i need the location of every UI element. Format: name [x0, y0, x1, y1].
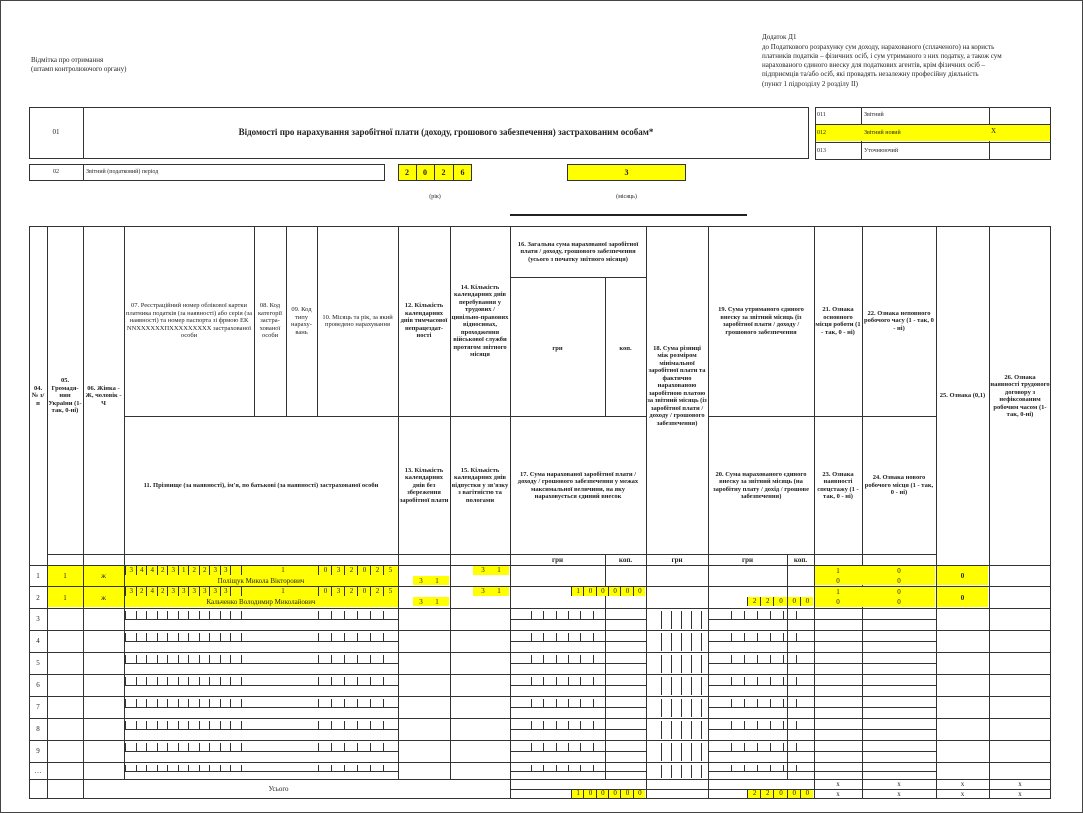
total-x: x — [897, 789, 901, 798]
c21-value[interactable]: 1 — [836, 567, 840, 575]
year-caption: (рік) — [429, 194, 441, 200]
month-year-digit: 2 — [344, 566, 358, 575]
citizen-flag[interactable]: 1 — [63, 593, 67, 602]
row-number: 6 — [36, 681, 40, 689]
reg-digit: 3 — [220, 587, 232, 596]
reg-digit: 2 — [157, 566, 169, 575]
reg-digit — [241, 587, 253, 596]
total-x: x — [897, 779, 901, 788]
c23-value[interactable]: 0 — [836, 598, 840, 606]
col-06-header: 06. Жінка - Ж, чоловік - Ч — [85, 384, 122, 407]
month-year-digit: 0 — [357, 587, 371, 596]
form-title: Відомості про нарахування заробітної плати (доходу, грошового забезпечення) застрахованим особам* — [238, 127, 654, 137]
col-18-header: 18. Сума різниці між розміром мінімальної заробітної плати та фактично нарахованою заробітною платою за звітний місяць (із заробітної плати / доходу / грошового забезпечення) — [647, 344, 707, 427]
amount-digit: 0 — [800, 597, 814, 606]
amount-digit: 2 — [760, 597, 774, 606]
period-label: Звітний (податковий) період — [86, 169, 159, 175]
col-13-header: 13. Кількість календарних днів без збереження заробітної плати — [399, 466, 449, 504]
category-code: 1 — [281, 587, 285, 595]
amount-digit: 0 — [773, 789, 787, 798]
row-number: 7 — [36, 703, 40, 711]
month-year-digit: 2 — [344, 587, 358, 596]
amount-digit: 0 — [633, 587, 646, 596]
total-x: x — [960, 789, 965, 798]
reg-digit: 2 — [188, 566, 200, 575]
appendix-title: Додаток Д1 — [762, 33, 797, 41]
reg-digit: 2 — [136, 587, 148, 596]
col-16-kop: коп. — [619, 345, 632, 353]
c22-value[interactable]: 0 — [897, 567, 901, 575]
col-11-header: 11. Прізвище (за наявності), ім'я, по батькові (за наявності) застрахованої особи — [143, 481, 379, 489]
c14-digit: 3 — [481, 566, 485, 574]
row-number: 8 — [36, 725, 40, 733]
col-07-header: 07. Реєстраційний номер облікової картки платника податків (за наявності) або серія (за наявності) та номер паспорта зі фрмою ЕК NNXXXXXXПXXXXXXXXX застрахованої особи — [126, 302, 252, 340]
reg-digit — [241, 566, 253, 575]
amount-digit: 0 — [608, 587, 621, 596]
amount-digit: 0 — [583, 587, 596, 596]
total-x: x — [836, 779, 840, 788]
total-x: x — [836, 789, 840, 798]
reg-digit: 3 — [209, 587, 221, 596]
amount-digit: 0 — [596, 789, 609, 798]
person-name[interactable]: Кальченко Володимир Миколайович — [206, 598, 316, 606]
amount-digit: 0 — [787, 789, 801, 798]
amount-digit: 0 — [620, 789, 633, 798]
appendix-line: нарахованого єдиного внеску для податкових агентів, крім фізичних осіб – — [762, 61, 986, 69]
col-19-header: 19. Сума утриманого єдиного внеску за звітний місяць (із заробітної плати / доходу / грошового забезпечення — [718, 306, 804, 336]
row-number: 3 — [36, 615, 40, 623]
amount-digit: 0 — [620, 587, 633, 596]
col-21-header: 21. Ознака основного місця роботи (1 - так, 0 - ні) — [815, 306, 861, 336]
c24-value[interactable]: 0 — [897, 598, 901, 606]
type-mark[interactable]: X — [991, 127, 997, 135]
col-16-grn: грн — [552, 345, 563, 353]
amount-digit: 2 — [747, 597, 761, 606]
reg-digit: 3 — [199, 587, 211, 596]
reg-digit: 4 — [146, 566, 158, 575]
month-year-digit: 3 — [331, 587, 345, 596]
c16-amount[interactable] — [571, 587, 645, 596]
kop-label: коп. — [793, 555, 808, 564]
c12-digit: 3 — [419, 577, 423, 585]
reg-digit: 2 — [157, 587, 169, 596]
reg-digit: 4 — [146, 587, 158, 596]
reg-digit: 1 — [178, 566, 190, 575]
type-label: Уточнюючий — [864, 148, 899, 154]
total-c16 — [571, 789, 645, 798]
row-number: 4 — [36, 637, 40, 645]
total-x: x — [1018, 789, 1022, 798]
gender[interactable]: ж — [101, 593, 106, 602]
amount-digit: 2 — [760, 789, 774, 798]
c14-digit: 3 — [481, 587, 485, 595]
appendix-line: (пункт 1 підрозділу 2 розділу II) — [762, 80, 858, 88]
col-04-header: 04. № з/п — [31, 384, 45, 407]
col-20-header: 20. Сума нарахованого єдиного внеску за звітний місяць (на заробітну плату / дохід / грошове забезпечення) — [712, 470, 810, 500]
row-number: … — [34, 766, 42, 775]
total-x: x — [960, 779, 965, 788]
receipt-mark-sub: (штамп контролюючого органу) — [31, 65, 127, 73]
col-17-header: 17. Сума нарахованої заробітної плати / доходу / грошового забезпечення у межах максимальної величини, на яку нараховується єдиний внесок — [517, 470, 639, 500]
year-digit: 2 — [441, 168, 446, 177]
col-08-header: 08. Код категорії застра-хованої особи — [257, 302, 283, 340]
amount-digit: 0 — [787, 597, 801, 606]
c25-value[interactable]: 0 — [960, 572, 965, 580]
appendix-line: до Податкового розрахунку сум доходу, нарахованого (сплаченого) на користь — [762, 43, 995, 51]
type-label: Звітний — [864, 112, 884, 118]
grn-label: грн — [551, 555, 564, 564]
row-01-number: 01 — [52, 128, 60, 136]
amount-digit: 0 — [800, 789, 814, 798]
c14-digit: 1 — [497, 566, 501, 574]
row-number: 1 — [36, 572, 40, 580]
month-year-digit: 2 — [370, 566, 384, 575]
reg-digit: 3 — [167, 587, 179, 596]
gender[interactable]: ж — [101, 572, 106, 580]
type-label: Звітний новий — [864, 130, 901, 136]
month-year-digit: 5 — [383, 566, 397, 575]
reg-number-cells[interactable] — [125, 566, 398, 575]
row-number: 5 — [36, 659, 40, 667]
person-name[interactable]: Поліщук Микола Вікторович — [217, 577, 305, 585]
c12-digit: 1 — [435, 598, 439, 606]
month-year-digit: 2 — [370, 587, 384, 596]
amount-digit: 0 — [608, 789, 621, 798]
row-number: 2 — [36, 593, 40, 602]
reg-digit: 3 — [178, 587, 190, 596]
c20-amount[interactable] — [747, 597, 813, 606]
total-label: Усього — [268, 785, 289, 793]
col-09-header: 09. Код типу нараху-вань — [291, 306, 312, 336]
c12-digit: 3 — [419, 598, 423, 606]
col-10-header: 10. Місяць та рік, за який проведено нарахування — [322, 313, 393, 328]
col-14-header: 14. Кількість календарних днів перебування у трудових / цивільно-правових відносинах, проходження військової служби протягом звітного місяця — [451, 283, 509, 358]
reg-digit: 3 — [125, 566, 137, 575]
amount-digit: 0 — [596, 587, 609, 596]
reg-digit: 3 — [125, 587, 137, 596]
grn-label: грн — [741, 555, 754, 564]
type-code: 012 — [817, 130, 826, 136]
type-code: 013 — [817, 148, 826, 154]
grn-label: грн — [671, 555, 683, 564]
citizen-flag[interactable]: 1 — [63, 572, 67, 580]
kop-label: коп. — [618, 555, 633, 564]
amount-digit: 0 — [583, 789, 596, 798]
category-code: 1 — [281, 566, 285, 574]
amount-digit: 1 — [571, 587, 584, 596]
month-year-digit: 3 — [331, 566, 345, 575]
c23-value[interactable]: 0 — [836, 577, 840, 585]
c21-value[interactable]: 1 — [836, 588, 840, 596]
reg-digit: 4 — [136, 566, 148, 575]
receipt-mark-label: Відмітка про отримання — [31, 56, 104, 64]
reg-digit: 3 — [220, 566, 232, 575]
col-23-header: 23. Ознака наявності спецстажу (1 - так, 0 - ні) — [817, 470, 859, 500]
col-22-header: 22. Ознака неповного робочого часу (1 - так, 0 - ні) — [864, 309, 934, 332]
amount-digit: 0 — [773, 597, 787, 606]
amount-digit: 2 — [747, 789, 761, 798]
col-05-header: 05. Громадя-нин України (1-так, 0-ні) — [48, 377, 82, 415]
row-number: 9 — [36, 747, 40, 755]
c22-value[interactable]: 0 — [897, 588, 901, 596]
c25-value[interactable]: 0 — [960, 593, 965, 602]
amount-digit: 0 — [633, 789, 646, 798]
col-16-header: 16. Загальна сума нарахованої заробітної плати / доходу, грошового забезпечення (усього з початку звітного місяця) — [517, 240, 639, 263]
total-c20 — [747, 789, 813, 798]
c12-digit: 1 — [435, 577, 439, 585]
appendix-line: платників податків – фізичних осіб, і сум утриманого з них податку, а також сум — [762, 52, 1002, 60]
year-digit: 2 — [405, 168, 409, 177]
total-x: x — [1018, 779, 1022, 788]
c14-digit: 1 — [497, 587, 501, 595]
appendix-line: підприємців та/або осіб, які провадять незалежну професійну діяльність — [762, 70, 979, 78]
report-type-new-highlight — [816, 125, 1050, 141]
reg-digit: 3 — [209, 566, 221, 575]
month-year-digit: 5 — [383, 587, 397, 596]
type-code: 011 — [817, 112, 826, 118]
month-year-digit: 0 — [318, 587, 332, 596]
col-24-header: 24. Ознака нового робочого місця (1 - так, 0 - ні) — [864, 474, 934, 497]
reg-digit: 2 — [199, 566, 211, 575]
col-25-header: 25. Ознака (0,1) — [939, 392, 986, 400]
reg-digit: 3 — [167, 566, 179, 575]
amount-digit: 1 — [571, 789, 584, 798]
month-caption: (місяць) — [616, 194, 637, 200]
year-digit: 0 — [423, 168, 427, 177]
month-year-digit: 0 — [318, 566, 332, 575]
row-02-number: 02 — [53, 169, 59, 175]
col-15-header: 15. Кількість календарних днів відпустки у зв'язку з вагітністю та пологами — [451, 466, 509, 504]
col-12-header: 12. Кількість календарних днів тимчасової непрацездат-ності — [400, 302, 448, 340]
reg-digit: 3 — [188, 587, 200, 596]
month-value: 3 — [624, 168, 629, 177]
year-digit: 6 — [460, 168, 465, 177]
col-26-header: 26. Ознака наявності трудового договору з нефіксованим робочим часом (1-так, 0-ні) — [990, 373, 1050, 418]
c24-value[interactable]: 0 — [897, 577, 901, 585]
reg-number-cells[interactable] — [125, 587, 398, 596]
month-year-digit: 0 — [357, 566, 371, 575]
